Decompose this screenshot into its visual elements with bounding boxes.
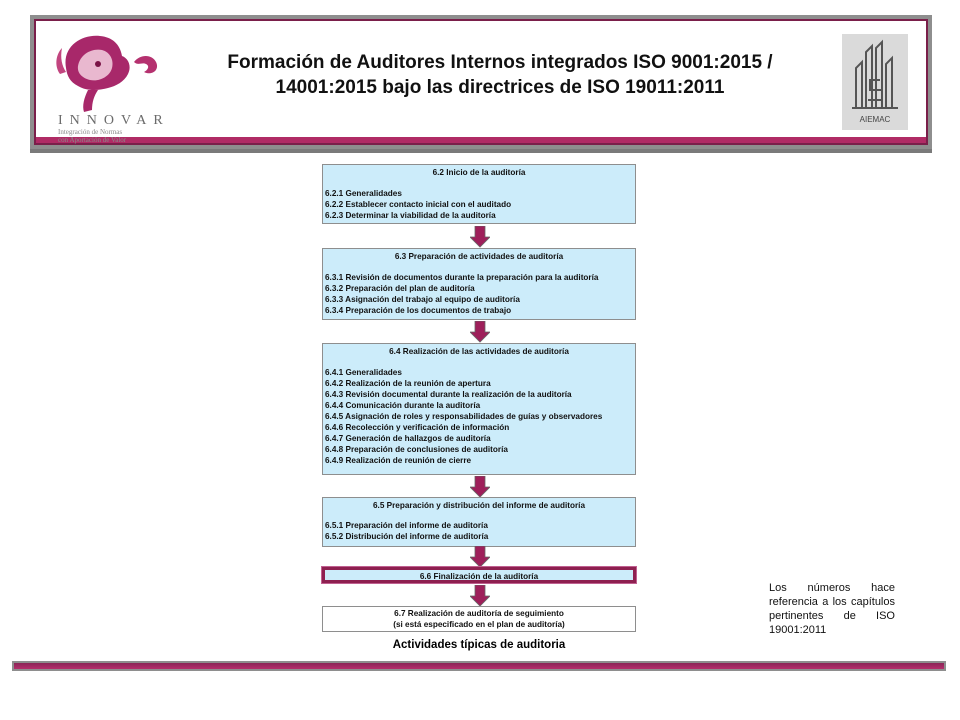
down-arrow-icon [470,546,490,568]
down-arrow-icon [470,476,490,498]
flow-item: 6.2.3 Determinar la viabilidad de la auditoría [325,211,496,220]
flow-box-6-7 [322,606,636,632]
flow-item: 6.3.4 Preparación de los documentos de trabajo [325,306,512,315]
page-title: Formación de Auditores Internos integrados ISO 9001:2015 / 14001:2015 bajo las directrices de ISO 19011:2011 [227,52,773,98]
innovar-logo [48,26,180,144]
flow-item: 6.4.4 Comunicación durante la auditoría [325,401,481,410]
flow-box-title: 6.3 Preparación de actividades de auditoría [394,252,564,261]
reference-note: Los números hace referencia a los capítulos pertinentes de ISO 19001:2011 [769,582,895,636]
flow-item: 6.4.5 Asignación de roles y responsabilidades de guías y observadores [325,412,603,421]
flow-item: 6.4.7 Generación de hallazgos de auditoría [325,434,491,443]
aiemac-logo [842,34,908,130]
flow-box-title: 6.6 Finalización de la auditoría [419,572,539,581]
footer-bar [12,661,946,671]
innovar-face-icon [56,36,157,112]
flow-box-title-line-2: (si está especificado en el plan de auditoría) [393,620,565,629]
flow-box-6-3 [322,248,636,320]
down-arrow-icon [470,226,490,248]
diagram-caption: Actividades típicas de auditoria [392,639,566,651]
flow-item: 6.4.1 Generalidades [325,368,402,377]
flow-item: 6.2.2 Establecer contacto inicial con el auditado [325,200,512,209]
flow-item: 6.3.1 Revisión de documentos durante la preparación para la auditoría [325,273,599,282]
flow-item: 6.3.3 Asignación del trabajo al equipo de auditoría [325,295,520,304]
flow-box-6-4 [322,343,636,475]
flow-box-title: 6.4 Realización de las actividades de auditoría [389,347,569,356]
flow-box-6-6 [322,567,636,583]
flow-item: 6.5.2 Distribución del informe de auditoría [325,532,489,541]
flow-box-title: 6.5 Preparación y distribución del informe de auditoría [372,501,585,510]
flow-box-6-5 [322,497,636,547]
flow-item: 6.2.1 Generalidades [325,189,402,198]
flow-item: 6.3.2 Preparación del plan de auditoría [325,284,475,293]
innovar-tagline-1: Integración de Normas [58,128,123,136]
innovar-name: INNOVAR [58,113,170,128]
aiemac-name: AIEMAC [859,115,891,124]
flow-box-title-line-1: 6.7 Realización de auditoría de seguimiento [394,609,564,618]
flow-box-title: 6.2 Inicio de la auditoría [432,168,526,177]
down-arrow-icon [470,585,490,607]
innovar-tagline-2: con Aportación de Valor [58,136,127,144]
flow-item: 6.4.8 Preparación de conclusiones de auditoría [325,445,508,454]
flow-item: 6.4.3 Revisión documental durante la realización de la auditoría [325,390,572,399]
down-arrow-icon [470,321,490,343]
flow-box-6-2 [322,164,636,224]
flow-item: 6.4.6 Recolección y verificación de información [325,423,510,432]
flow-item: 6.4.9 Realización de reunión de cierre [325,456,472,465]
flow-item: 6.4.2 Realización de la reunión de apertura [325,379,491,388]
flow-item: 6.5.1 Preparación del informe de auditoría [325,521,488,530]
